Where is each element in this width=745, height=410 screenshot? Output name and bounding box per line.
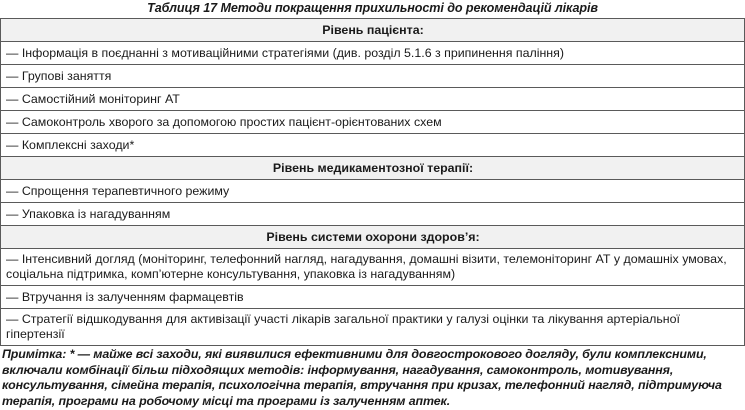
section-header-row: [1, 157, 745, 180]
row-complex-measures: — Комплексні заходи*: [1, 134, 745, 157]
section-title-health-system: Рівень системи охорони здоров’я:: [1, 226, 745, 249]
row-intensive-care: — Інтенсивний догляд (моніторинг, телефонний нагляд, нагадування, домашні візити, телемоніторинг АТ у домашніх умовах, соціальна підтримка, комп’ютерне консультування, упаковка із нагадуванням): [1, 249, 745, 286]
table-row: [1, 65, 745, 88]
row-reimbursement-strategies: — Стратегії відшкодування для активізації участі лікарів загальної практики у галузі оцінки та лікування артеріальної гіпертензії: [1, 309, 745, 346]
row-reminder-packaging: — Упаковка із нагадуванням: [1, 203, 745, 226]
row-self-monitoring-bp: — Самостійний моніторинг АТ: [1, 88, 745, 111]
table-row: [1, 309, 745, 346]
section-header-row: [1, 19, 745, 42]
row-self-control-schemes: — Самоконтроль хворого за допомогою простих пацієнт-орієнтованих схем: [1, 111, 745, 134]
table-row: [1, 249, 745, 286]
table-row: [1, 286, 745, 309]
row-group-sessions: — Групові заняття: [1, 65, 745, 88]
table-row: [1, 180, 745, 203]
methods-table: [0, 18, 745, 346]
row-information-motivation: — Інформація в поєднанні з мотиваційними стратегіями (див. розділ 5.1.6 з припинення паління): [1, 42, 745, 65]
table-footnote: Примітка: * — майже всі заходи, які виявилися ефективними для довгострокового догляду, були комплексними, включали комбінації більш підходящих методів: інформування, нагадування, самоконтроль, мотивування, консультування, сімейна терапія, психологічна терапія, втручання при кризах, телефонний нагляд, підтримуюча терапія, програми на робочому місці та програми із залученням аптек.: [2, 347, 722, 408]
table-row: [1, 42, 745, 65]
table-row: [1, 134, 745, 157]
table-caption: Таблиця 17 Методи покращення прихильності до рекомендацій лікарів: [147, 1, 598, 15]
table-row: [1, 203, 745, 226]
row-simplified-regimen: — Спрощення терапевтичного режиму: [1, 180, 745, 203]
table-row: [1, 111, 745, 134]
section-header-row: [1, 226, 745, 249]
table-row: [1, 88, 745, 111]
row-pharmacist-involvement: — Втручання із залученням фармацевтів: [1, 286, 745, 309]
section-title-patient: Рівень пацієнта:: [1, 19, 745, 42]
section-title-drug-therapy: Рівень медикаментозної терапії:: [1, 157, 745, 180]
